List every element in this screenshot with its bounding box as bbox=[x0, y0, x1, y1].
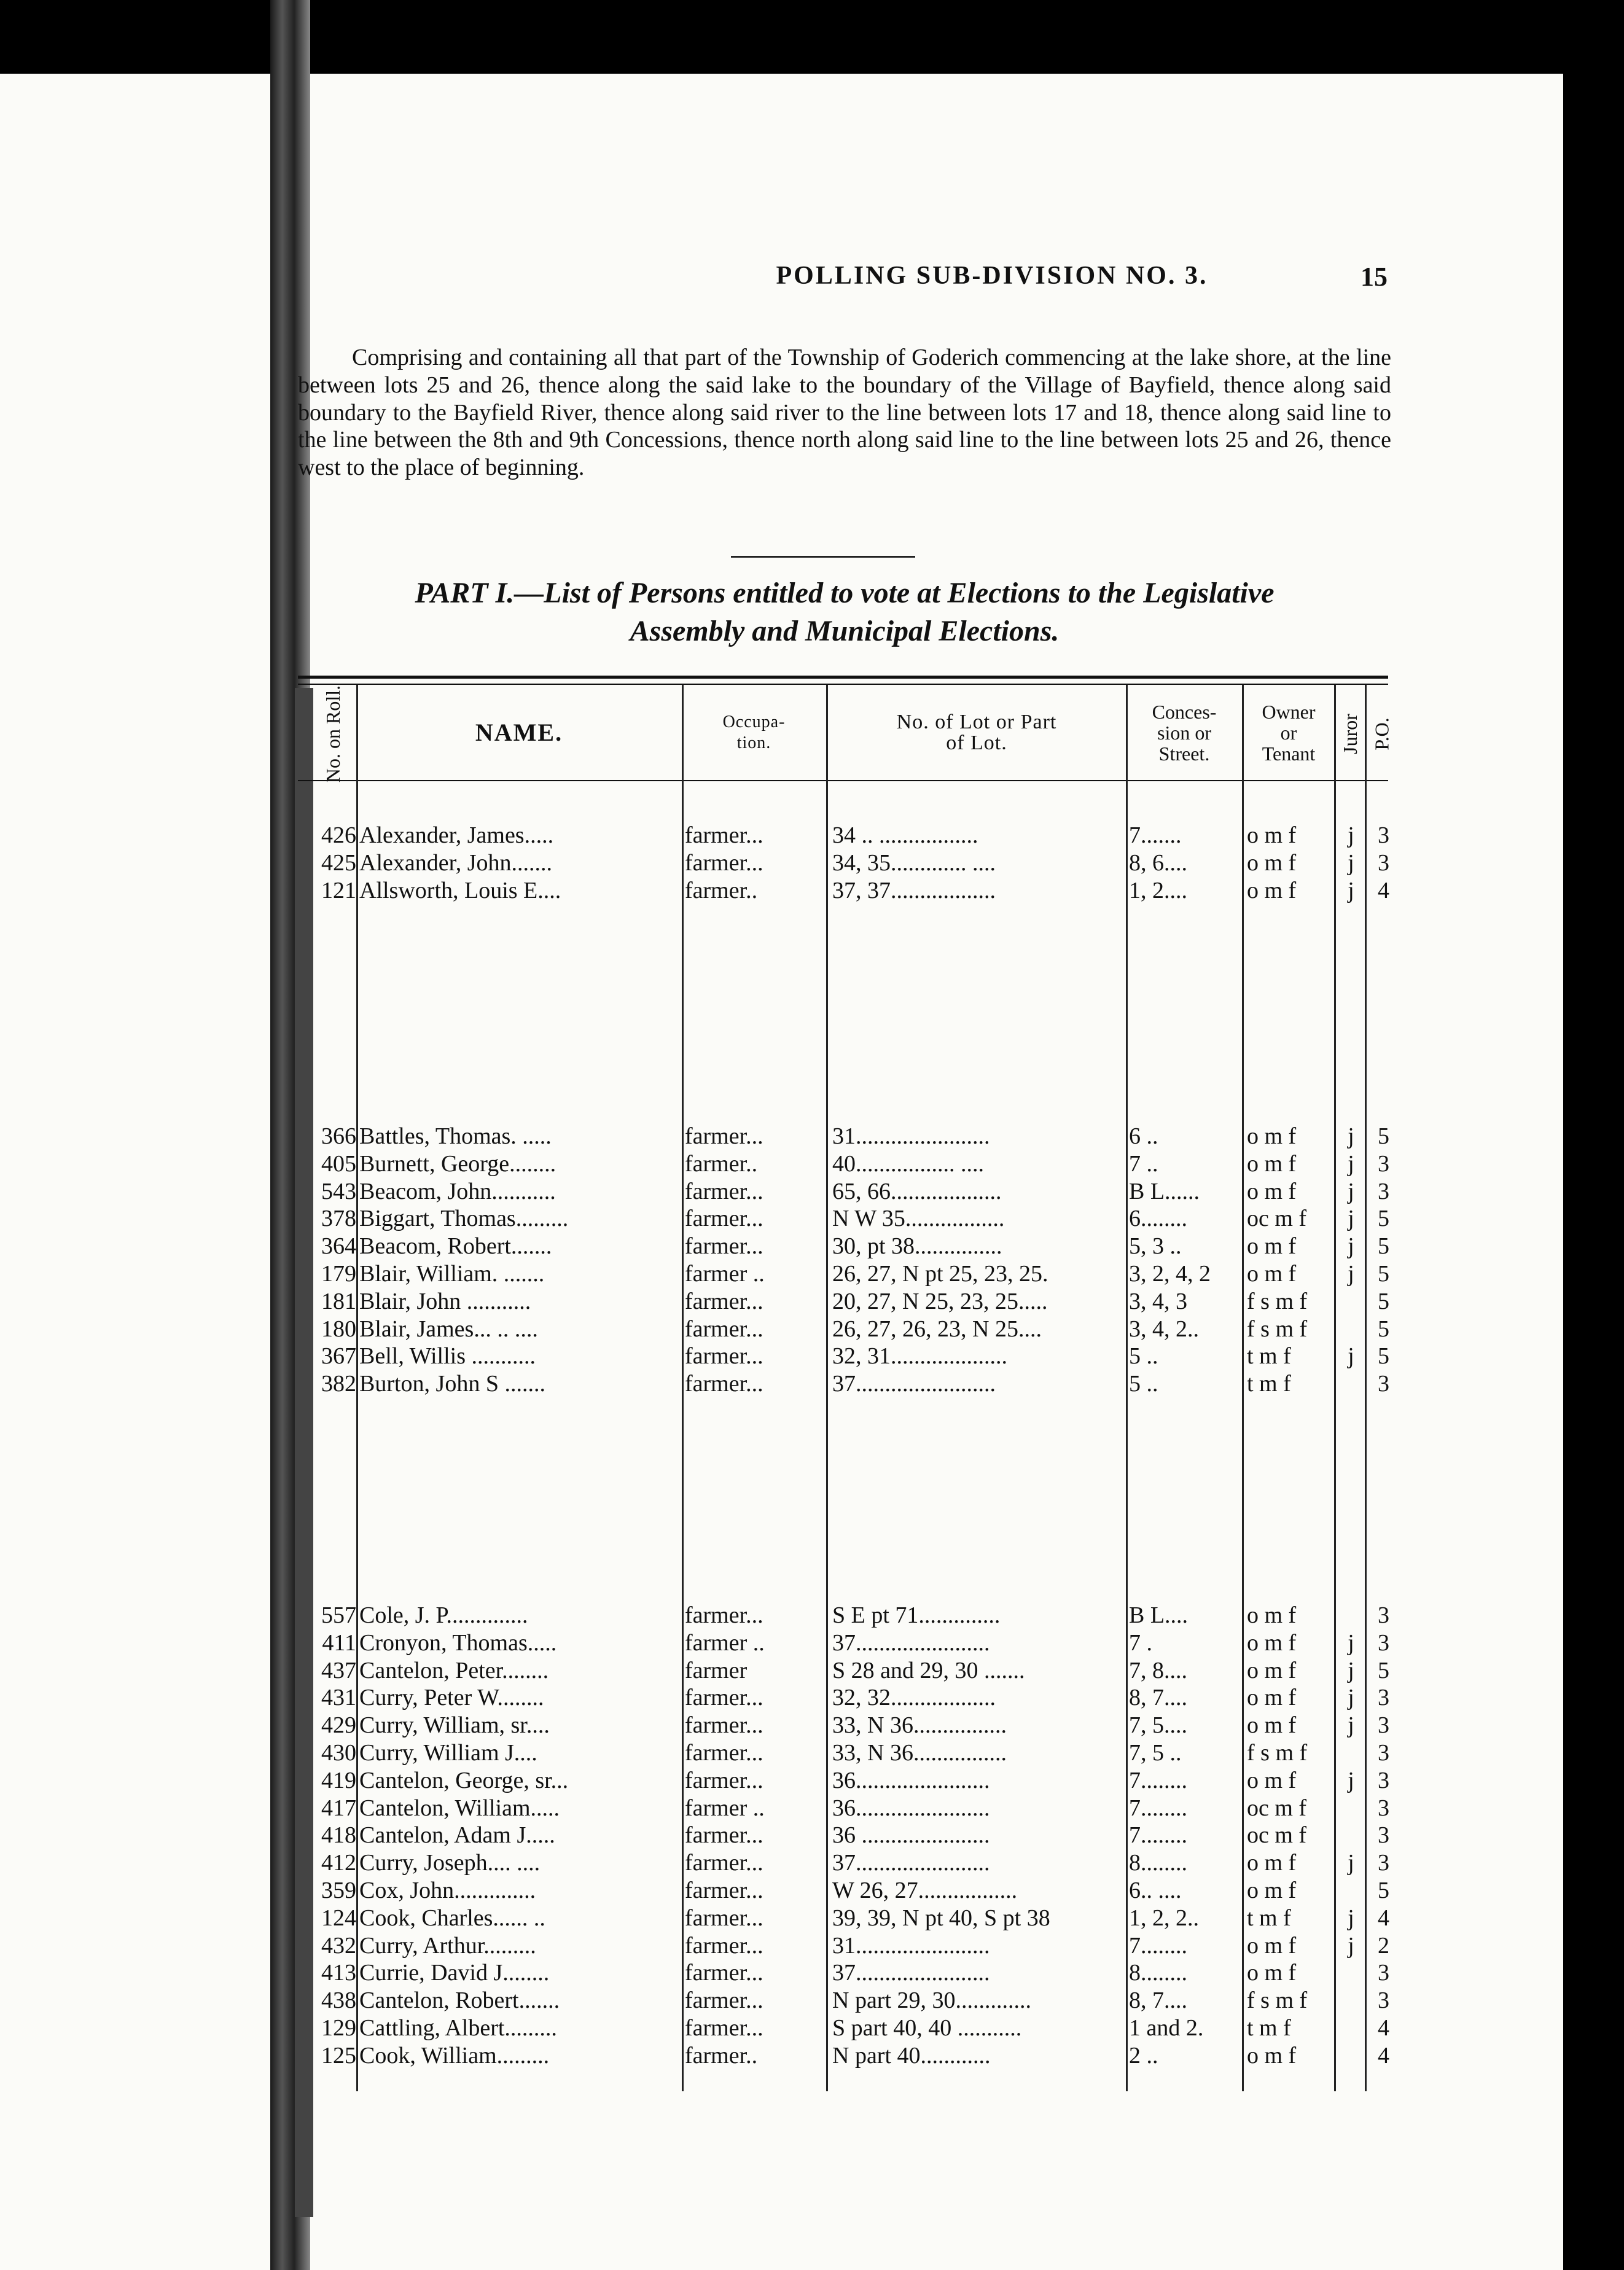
voter-name: Alexander, John....... bbox=[359, 849, 553, 876]
part-title-line-2: Assembly and Municipal Elections. bbox=[630, 615, 1060, 647]
occupation: farmer... bbox=[685, 1123, 763, 1149]
roll-number: 543 bbox=[321, 1178, 356, 1204]
post-office: 5 bbox=[1378, 1233, 1389, 1260]
lot-number: 36....................... bbox=[832, 1795, 990, 1821]
voter-name: Cattling, Albert......... bbox=[359, 2015, 557, 2041]
part-title-line-1: PART I.—List of Persons entitled to vote at Elections to the Legislative bbox=[415, 577, 1275, 609]
concession: 7, 5 .. bbox=[1129, 1740, 1182, 1766]
roll-number: 432 bbox=[321, 1932, 356, 1959]
post-office: 3 bbox=[1378, 1822, 1389, 1849]
owner-tenant: o m f bbox=[1247, 1685, 1297, 1711]
occupation: farmer... bbox=[685, 1602, 763, 1628]
lot-number: 30, pt 38............... bbox=[832, 1233, 1002, 1260]
occupation: farmer... bbox=[685, 1932, 763, 1959]
concession: 7........ bbox=[1129, 1932, 1187, 1959]
post-office: 3 bbox=[1378, 1795, 1389, 1821]
voter-name: Cook, William......... bbox=[359, 2042, 550, 2069]
lot-number: 36....................... bbox=[832, 1767, 990, 1793]
concession: 5 .. bbox=[1129, 1371, 1158, 1397]
post-office: 2 bbox=[1378, 1932, 1389, 1959]
voter-row bbox=[0, 2014, 1624, 2042]
post-office: 4 bbox=[1378, 1905, 1389, 1931]
roll-number: 411 bbox=[322, 1629, 356, 1656]
col-header-name: NAME. bbox=[475, 718, 563, 746]
voter-row bbox=[0, 849, 1624, 877]
voter-row bbox=[0, 1232, 1624, 1260]
roll-number: 378 bbox=[321, 1206, 356, 1232]
owner-tenant: f s m f bbox=[1247, 1288, 1308, 1314]
voter-row bbox=[0, 1260, 1624, 1288]
roll-number: 364 bbox=[321, 1233, 356, 1260]
intro-paragraph: Comprising and containing all that part of the Township of Goderich commencing at the lake shore, at the line between lots 25 and 26, thence along the said lake to the boundary of the Village of Bayfield, thence along said boundary to the Bayfield River, thence along said river to the line between lots 17 and 18, thence along said line to the line between the 8th and 9th Concessions, thence north along said line to the line between lots 25 and 26, thence west to the place of beginning. bbox=[298, 345, 1391, 481]
owner-tenant: o m f bbox=[1247, 1233, 1297, 1260]
post-office: 3 bbox=[1378, 1685, 1389, 1711]
voter-row bbox=[0, 821, 1624, 849]
concession: 6.. .... bbox=[1129, 1878, 1182, 1903]
owner-tenant: o m f bbox=[1247, 1150, 1297, 1177]
concession: 8........ bbox=[1129, 1850, 1187, 1876]
occupation: farmer... bbox=[685, 849, 763, 876]
voter-name: Biggart, Thomas......... bbox=[359, 1206, 569, 1232]
col-header-concession: Conces- sion or Street. bbox=[1152, 700, 1217, 765]
concession: 5 .. bbox=[1129, 1343, 1158, 1370]
lot-number: 34 .. ................. bbox=[832, 822, 978, 848]
voter-row bbox=[0, 1342, 1624, 1370]
occupation: farmer... bbox=[685, 1316, 763, 1342]
roll-number: 359 bbox=[321, 1878, 356, 1903]
lot-number: 36 ...................... bbox=[832, 1822, 990, 1849]
concession: 6 .. bbox=[1129, 1123, 1158, 1149]
col-header-occupation: Occupa- tion. bbox=[722, 712, 786, 752]
voter-row bbox=[0, 1315, 1624, 1343]
occupation: farmer bbox=[685, 1657, 748, 1683]
col-header-owner-tenant: Owner or Tenant bbox=[1262, 700, 1316, 765]
post-office: 3 bbox=[1378, 1767, 1389, 1793]
owner-tenant: t m f bbox=[1247, 2015, 1291, 2041]
post-office: 5 bbox=[1378, 1288, 1389, 1314]
occupation: farmer... bbox=[685, 1878, 763, 1903]
roll-number: 382 bbox=[321, 1371, 356, 1397]
post-office: 3 bbox=[1378, 822, 1389, 848]
lot-number: 37....................... bbox=[832, 1960, 990, 1986]
voter-row bbox=[0, 2042, 1624, 2070]
post-office: 3 bbox=[1378, 849, 1389, 876]
lot-number: 37....................... bbox=[832, 1629, 990, 1656]
voter-row bbox=[0, 1287, 1624, 1316]
voter-name: Burton, John S ....... bbox=[359, 1371, 545, 1397]
voter-name: Blair, James... .. .... bbox=[359, 1316, 538, 1342]
juror-mark: j bbox=[1348, 1343, 1354, 1370]
col-header-lot: No. of Lot or Part of Lot. bbox=[896, 710, 1057, 754]
voter-row bbox=[0, 1683, 1624, 1712]
roll-number: 180 bbox=[321, 1316, 356, 1342]
concession: 8........ bbox=[1129, 1960, 1187, 1986]
lot-number: 65, 66................... bbox=[832, 1178, 1002, 1204]
roll-number: 437 bbox=[321, 1657, 356, 1683]
concession: 1 and 2. bbox=[1129, 2015, 1204, 2041]
voter-name: Allsworth, Louis E.... bbox=[359, 877, 561, 903]
voter-name: Battles, Thomas. ..... bbox=[359, 1123, 552, 1149]
owner-tenant: o m f bbox=[1247, 1712, 1297, 1739]
juror-mark: j bbox=[1348, 822, 1354, 848]
lot-number: 26, 27, N pt 25, 23, 25. bbox=[832, 1261, 1048, 1287]
page-header: POLLING SUB-DIVISION NO. 3. bbox=[776, 262, 1208, 290]
lot-number: N part 29, 30............. bbox=[832, 1987, 1032, 2014]
post-office: 5 bbox=[1378, 1878, 1389, 1903]
roll-number: 429 bbox=[321, 1712, 356, 1739]
roll-number: 438 bbox=[321, 1987, 356, 2014]
voter-row bbox=[0, 1204, 1624, 1233]
col-header-no-on-roll: No. on Roll. bbox=[322, 685, 345, 783]
table-header-rule bbox=[298, 780, 1388, 781]
lot-number: 37....................... bbox=[832, 1850, 990, 1876]
juror-mark: j bbox=[1348, 1767, 1354, 1793]
owner-tenant: f s m f bbox=[1247, 1987, 1308, 2014]
concession: 3, 4, 3 bbox=[1129, 1288, 1187, 1314]
concession: 8, 6.... bbox=[1129, 849, 1187, 876]
post-office: 4 bbox=[1378, 877, 1389, 903]
lot-number: 32, 31.................... bbox=[832, 1343, 1007, 1370]
concession: 7 . bbox=[1129, 1629, 1152, 1656]
part-title bbox=[298, 574, 1391, 650]
lot-number: S 28 and 29, 30 ....... bbox=[832, 1657, 1025, 1683]
juror-mark: j bbox=[1348, 1233, 1354, 1260]
owner-tenant: oc m f bbox=[1247, 1822, 1307, 1849]
page-number: 15 bbox=[1360, 262, 1388, 292]
owner-tenant: o m f bbox=[1247, 1657, 1297, 1683]
lot-number: W 26, 27................. bbox=[832, 1878, 1018, 1903]
concession: 2 .. bbox=[1129, 2042, 1158, 2069]
voter-row bbox=[0, 1739, 1624, 1767]
owner-tenant: o m f bbox=[1247, 1629, 1297, 1656]
lot-number: S part 40, 40 ........... bbox=[832, 2015, 1022, 2041]
roll-number: 129 bbox=[321, 2015, 356, 2041]
voter-name: Cronyon, Thomas..... bbox=[359, 1629, 557, 1656]
concession: 8, 7.... bbox=[1129, 1685, 1187, 1711]
concession: 7, 5.... bbox=[1129, 1712, 1187, 1739]
post-office: 4 bbox=[1378, 2042, 1389, 2069]
owner-tenant: t m f bbox=[1247, 1371, 1291, 1397]
occupation: farmer.. bbox=[685, 877, 758, 903]
concession: 5, 3 .. bbox=[1129, 1233, 1182, 1260]
voter-name: Burnett, George........ bbox=[359, 1150, 556, 1177]
voter-row bbox=[0, 1656, 1624, 1685]
juror-mark: j bbox=[1348, 1850, 1354, 1876]
post-office: 5 bbox=[1378, 1206, 1389, 1232]
concession: 3, 4, 2.. bbox=[1129, 1316, 1199, 1342]
post-office: 3 bbox=[1378, 1629, 1389, 1656]
post-office: 3 bbox=[1378, 1960, 1389, 1986]
occupation: farmer... bbox=[685, 1371, 763, 1397]
table-top-rule bbox=[298, 676, 1388, 679]
owner-tenant: oc m f bbox=[1247, 1206, 1307, 1232]
roll-number: 412 bbox=[321, 1850, 356, 1876]
lot-number: N W 35................. bbox=[832, 1206, 1005, 1232]
owner-tenant: o m f bbox=[1247, 1767, 1297, 1793]
owner-tenant: o m f bbox=[1247, 849, 1297, 876]
owner-tenant: o m f bbox=[1247, 822, 1297, 848]
col-header-juror: Juror bbox=[1338, 714, 1361, 754]
concession: 7........ bbox=[1129, 1822, 1187, 1849]
post-office: 5 bbox=[1378, 1343, 1389, 1370]
roll-number: 405 bbox=[321, 1150, 356, 1177]
juror-mark: j bbox=[1348, 1657, 1354, 1683]
voter-row bbox=[0, 1986, 1624, 2015]
voter-name: Curry, William J.... bbox=[359, 1740, 537, 1766]
occupation: farmer... bbox=[685, 1767, 763, 1793]
concession: 7, 8.... bbox=[1129, 1657, 1187, 1683]
owner-tenant: o m f bbox=[1247, 1878, 1297, 1903]
occupation: farmer... bbox=[685, 1850, 763, 1876]
roll-number: 431 bbox=[321, 1685, 356, 1711]
owner-tenant: t m f bbox=[1247, 1343, 1291, 1370]
owner-tenant: o m f bbox=[1247, 1932, 1297, 1959]
roll-number: 366 bbox=[321, 1123, 356, 1149]
concession: 3, 2, 4, 2 bbox=[1129, 1261, 1211, 1287]
voter-name: Cook, Charles...... .. bbox=[359, 1905, 545, 1931]
occupation: farmer... bbox=[685, 1206, 763, 1232]
roll-number: 121 bbox=[321, 877, 356, 903]
occupation: farmer... bbox=[685, 2015, 763, 2041]
voter-row bbox=[0, 1876, 1624, 1905]
juror-mark: j bbox=[1348, 1261, 1354, 1287]
concession: B L.... bbox=[1129, 1602, 1189, 1628]
voter-row bbox=[0, 1711, 1624, 1739]
post-office: 4 bbox=[1378, 2015, 1389, 2041]
voter-row bbox=[0, 1177, 1624, 1206]
roll-number: 179 bbox=[321, 1261, 356, 1287]
voter-row bbox=[0, 1629, 1624, 1657]
occupation: farmer .. bbox=[685, 1261, 765, 1287]
post-office: 5 bbox=[1378, 1316, 1389, 1342]
voter-name: Curry, Arthur......... bbox=[359, 1932, 536, 1959]
roll-number: 557 bbox=[321, 1602, 356, 1628]
voter-name: Cantelon, Peter........ bbox=[359, 1657, 549, 1683]
concession: 6........ bbox=[1129, 1206, 1187, 1232]
juror-mark: j bbox=[1348, 1685, 1354, 1711]
voter-row bbox=[0, 1849, 1624, 1877]
occupation: farmer... bbox=[685, 1233, 763, 1260]
voter-name: Curry, William, sr.... bbox=[359, 1712, 550, 1739]
voter-name: Curry, Peter W........ bbox=[359, 1685, 544, 1711]
voter-name: Cole, J. P.............. bbox=[359, 1602, 528, 1628]
owner-tenant: t m f bbox=[1247, 1905, 1291, 1931]
juror-mark: j bbox=[1348, 1150, 1354, 1177]
occupation: farmer... bbox=[685, 1822, 763, 1849]
voter-row bbox=[0, 1370, 1624, 1398]
occupation: farmer... bbox=[685, 1685, 763, 1711]
voter-row bbox=[0, 1766, 1624, 1795]
occupation: farmer... bbox=[685, 1987, 763, 2014]
voter-row bbox=[0, 1601, 1624, 1629]
occupation: farmer... bbox=[685, 1343, 763, 1370]
voter-row bbox=[0, 1150, 1624, 1178]
owner-tenant: o m f bbox=[1247, 877, 1297, 903]
post-office: 5 bbox=[1378, 1123, 1389, 1149]
lot-number: 39, 39, N pt 40, S pt 38 bbox=[832, 1905, 1050, 1931]
concession: 7....... bbox=[1129, 822, 1182, 848]
roll-number: 418 bbox=[321, 1822, 356, 1849]
voter-name: Blair, John ........... bbox=[359, 1288, 531, 1314]
occupation: farmer... bbox=[685, 1178, 763, 1204]
lot-number: 31....................... bbox=[832, 1123, 990, 1149]
roll-number: 367 bbox=[321, 1343, 356, 1370]
owner-tenant: f s m f bbox=[1247, 1740, 1308, 1766]
lot-number: 37........................ bbox=[832, 1371, 996, 1397]
roll-number: 125 bbox=[321, 2042, 356, 2069]
roll-number: 425 bbox=[321, 849, 356, 876]
lot-number: 26, 27, 26, 23, N 25.... bbox=[832, 1316, 1042, 1342]
owner-tenant: f s m f bbox=[1247, 1316, 1308, 1342]
post-office: 3 bbox=[1378, 1712, 1389, 1739]
post-office: 5 bbox=[1378, 1261, 1389, 1287]
voter-name: Beacom, John........... bbox=[359, 1178, 556, 1204]
owner-tenant: o m f bbox=[1247, 1178, 1297, 1204]
voter-row bbox=[0, 1794, 1624, 1822]
voter-name: Blair, William. ....... bbox=[359, 1261, 545, 1287]
lot-number: 31....................... bbox=[832, 1932, 990, 1959]
concession: 7........ bbox=[1129, 1767, 1187, 1793]
lot-number: 32, 32.................. bbox=[832, 1685, 996, 1711]
concession: 8, 7.... bbox=[1129, 1987, 1187, 2014]
concession: 1, 2.... bbox=[1129, 877, 1187, 903]
voter-row bbox=[0, 1821, 1624, 1849]
voter-name: Alexander, James..... bbox=[359, 822, 554, 848]
juror-mark: j bbox=[1348, 1932, 1354, 1959]
owner-tenant: oc m f bbox=[1247, 1795, 1307, 1821]
voter-name: Cox, John.............. bbox=[359, 1878, 536, 1903]
roll-number: 181 bbox=[321, 1288, 356, 1314]
occupation: farmer... bbox=[685, 1712, 763, 1739]
occupation: farmer... bbox=[685, 1905, 763, 1931]
lot-number: N part 40............ bbox=[832, 2042, 991, 2069]
post-office: 3 bbox=[1378, 1850, 1389, 1876]
lot-number: S E pt 71.............. bbox=[832, 1602, 1001, 1628]
lot-number: 33, N 36................ bbox=[832, 1712, 1007, 1739]
voter-name: Cantelon, George, sr... bbox=[359, 1767, 569, 1793]
separator-rule bbox=[731, 556, 915, 558]
juror-mark: j bbox=[1348, 849, 1354, 876]
occupation: farmer.. bbox=[685, 1150, 758, 1177]
owner-tenant: o m f bbox=[1247, 1602, 1297, 1628]
voter-name: Curry, Joseph.... .... bbox=[359, 1850, 541, 1876]
roll-number: 417 bbox=[321, 1795, 356, 1821]
owner-tenant: o m f bbox=[1247, 2042, 1297, 2069]
roll-number: 124 bbox=[321, 1905, 356, 1931]
owner-tenant: o m f bbox=[1247, 1123, 1297, 1149]
post-office: 3 bbox=[1378, 1150, 1389, 1177]
post-office: 5 bbox=[1378, 1657, 1389, 1683]
voter-name: Cantelon, William..... bbox=[359, 1795, 560, 1821]
post-office: 3 bbox=[1378, 1602, 1389, 1628]
lot-number: 34, 35............. .... bbox=[832, 849, 996, 876]
voter-name: Cantelon, Robert....... bbox=[359, 1987, 560, 2014]
juror-mark: j bbox=[1348, 877, 1354, 903]
concession: B L...... bbox=[1129, 1178, 1200, 1204]
lot-number: 20, 27, N 25, 23, 25..... bbox=[832, 1288, 1048, 1314]
voter-row bbox=[0, 876, 1624, 905]
juror-mark: j bbox=[1348, 1905, 1354, 1931]
occupation: farmer .. bbox=[685, 1629, 765, 1656]
col-header-po: P.O. bbox=[1371, 717, 1394, 751]
concession: 7 .. bbox=[1129, 1150, 1158, 1177]
concession: 7........ bbox=[1129, 1795, 1187, 1821]
lot-number: 37, 37.................. bbox=[832, 877, 996, 903]
roll-number: 419 bbox=[321, 1767, 356, 1793]
juror-mark: j bbox=[1348, 1178, 1354, 1204]
table-top-rule-thin bbox=[298, 684, 1388, 685]
voter-row bbox=[0, 1904, 1624, 1932]
occupation: farmer .. bbox=[685, 1795, 765, 1821]
voter-row bbox=[0, 1959, 1624, 1987]
occupation: farmer... bbox=[685, 1740, 763, 1766]
voter-name: Beacom, Robert....... bbox=[359, 1233, 552, 1260]
post-office: 3 bbox=[1378, 1987, 1389, 2014]
lot-number: 40................. .... bbox=[832, 1150, 984, 1177]
owner-tenant: o m f bbox=[1247, 1261, 1297, 1287]
voter-name: Bell, Willis ........... bbox=[359, 1343, 536, 1370]
occupation: farmer... bbox=[685, 822, 763, 848]
post-office: 3 bbox=[1378, 1371, 1389, 1397]
owner-tenant: o m f bbox=[1247, 1960, 1297, 1986]
roll-number: 426 bbox=[321, 822, 356, 848]
voter-row bbox=[0, 1122, 1624, 1150]
voter-name: Currie, David J........ bbox=[359, 1960, 550, 1986]
occupation: farmer.. bbox=[685, 2042, 758, 2069]
juror-mark: j bbox=[1348, 1629, 1354, 1656]
concession: 1, 2, 2.. bbox=[1129, 1905, 1199, 1931]
owner-tenant: o m f bbox=[1247, 1850, 1297, 1876]
juror-mark: j bbox=[1348, 1206, 1354, 1232]
roll-number: 413 bbox=[321, 1960, 356, 1986]
juror-mark: j bbox=[1348, 1123, 1354, 1149]
post-office: 3 bbox=[1378, 1740, 1389, 1766]
occupation: farmer... bbox=[685, 1960, 763, 1986]
juror-mark: j bbox=[1348, 1712, 1354, 1739]
voter-row bbox=[0, 1932, 1624, 1960]
voter-name: Cantelon, Adam J..... bbox=[359, 1822, 555, 1849]
roll-number: 430 bbox=[321, 1740, 356, 1766]
post-office: 3 bbox=[1378, 1178, 1389, 1204]
occupation: farmer... bbox=[685, 1288, 763, 1314]
lot-number: 33, N 36................ bbox=[832, 1740, 1007, 1766]
